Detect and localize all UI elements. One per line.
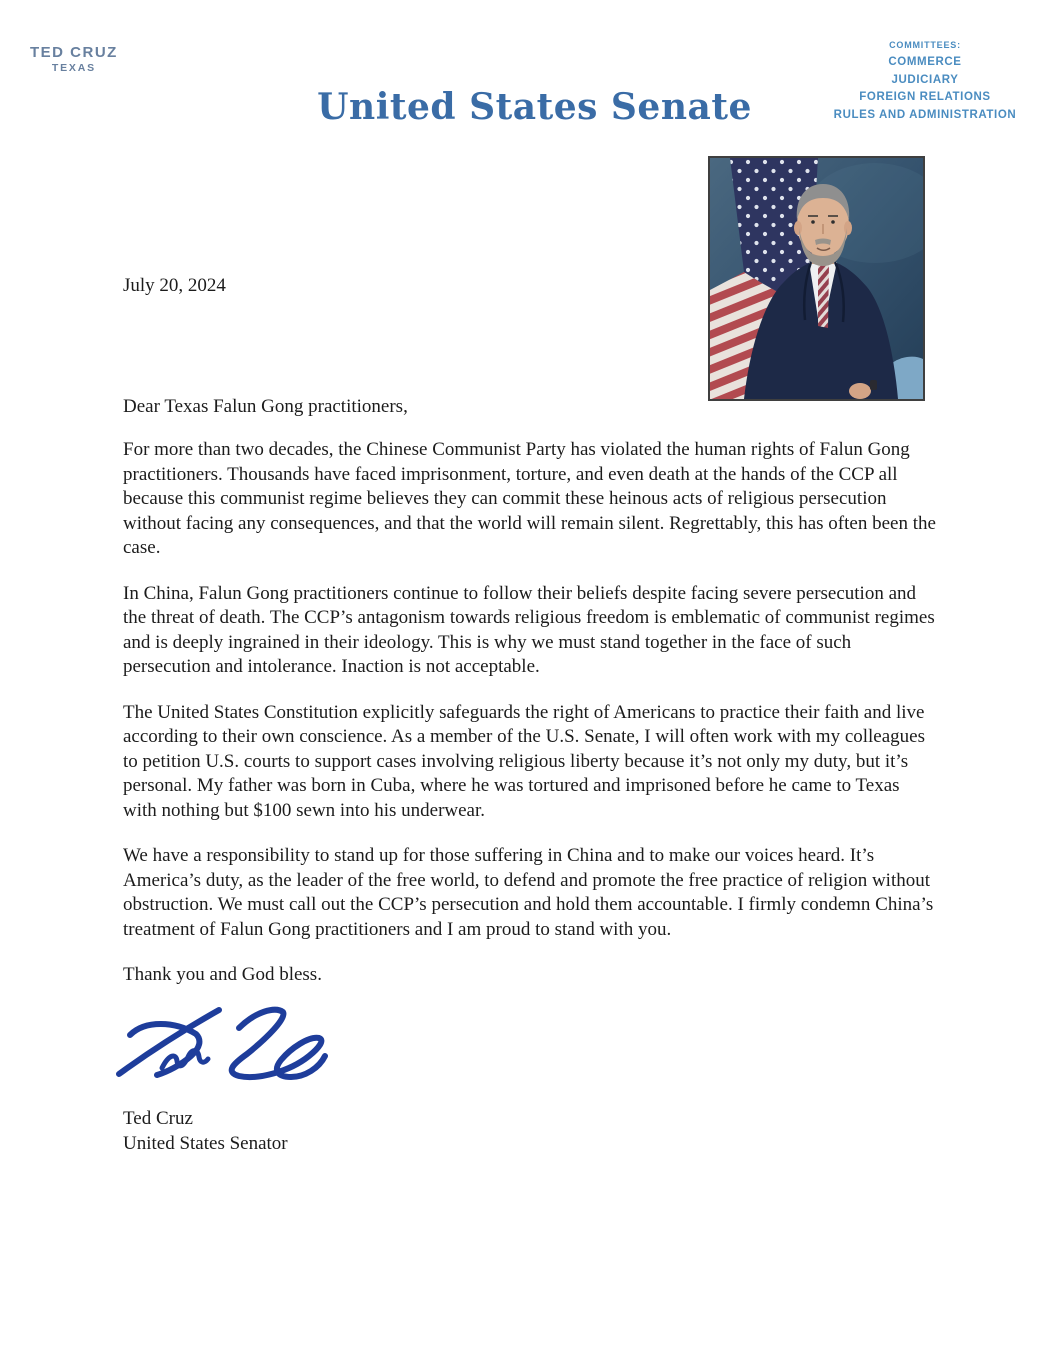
signature-title: United States Senator (123, 1132, 288, 1154)
committees-label: COMMITTEES: (889, 40, 961, 50)
sender-block (30, 44, 118, 74)
letter-paragraph: The United States Constitution explicitly safeguards the right of Americans to practice their faith and live according to their own conscience. As a member of the U.S. Senate, I will often work with my colleagues to petition U.S. courts to support cases involving religious liberty because it’s not only my duty, but it’s personal. My father was born in Cuba, where he was tortured and imprisoned before he came to Texas with nothing but $100 sewn into his underwear. (123, 701, 925, 821)
letter-date: July 20, 2024 (123, 275, 226, 296)
senate-masthead: United States Senate (317, 86, 752, 128)
sender-state: TEXAS (51, 62, 96, 74)
committees-block (819, 40, 1031, 124)
signature-name: Ted Cruz (123, 1107, 193, 1129)
sender-name: TED CRUZ (30, 44, 118, 61)
signature-graphic (107, 998, 337, 1098)
committee-item: JUDICIARY (891, 73, 959, 86)
closing-line: Thank you and God bless. (123, 964, 322, 985)
committee-item: FOREIGN RELATIONS (859, 91, 991, 103)
letter-paragraph: For more than two decades, the Chinese Communist Party has violated the human rights of Falun Gong practitioners. Thousands have faced imprisonment, torture, and even death at the hands of the CCP all because this communist regime believes they can commit these heinous acts of religious persecution without facing any consequences, and that the world will remain silent. Regrettably, this has often been the case. (123, 439, 936, 558)
letter-paragraph: In China, Falun Gong practitioners continue to follow their beliefs despite facing severe persecution and the threat of death. The CCP’s antagonism towards religious freedom is emblematic of communist regimes and is deeply ingrained in their ideology. This is why we must stand together in the face of such persecution and intolerance. Inaction is not acceptable. (123, 582, 935, 677)
letter-body (123, 274, 936, 1156)
committee-item: RULES AND ADMINISTRATION (833, 108, 1017, 121)
signature-block (123, 1106, 936, 1156)
salutation: Dear Texas Falun Gong practitioners, (123, 395, 408, 417)
letter-paragraph: We have a responsibility to stand up for those suffering in China and to make our voices heard. It’s America’s duty, as the leader of the free world, to defend and promote the free practice of religion without obstruction. We must call out the CCP’s persecution and hold them accountable. I firmly condemn China’s treatment of Falun Gong practitioners and I am proud to stand with you. (123, 845, 934, 940)
committee-item: COMMERCE (888, 56, 962, 68)
